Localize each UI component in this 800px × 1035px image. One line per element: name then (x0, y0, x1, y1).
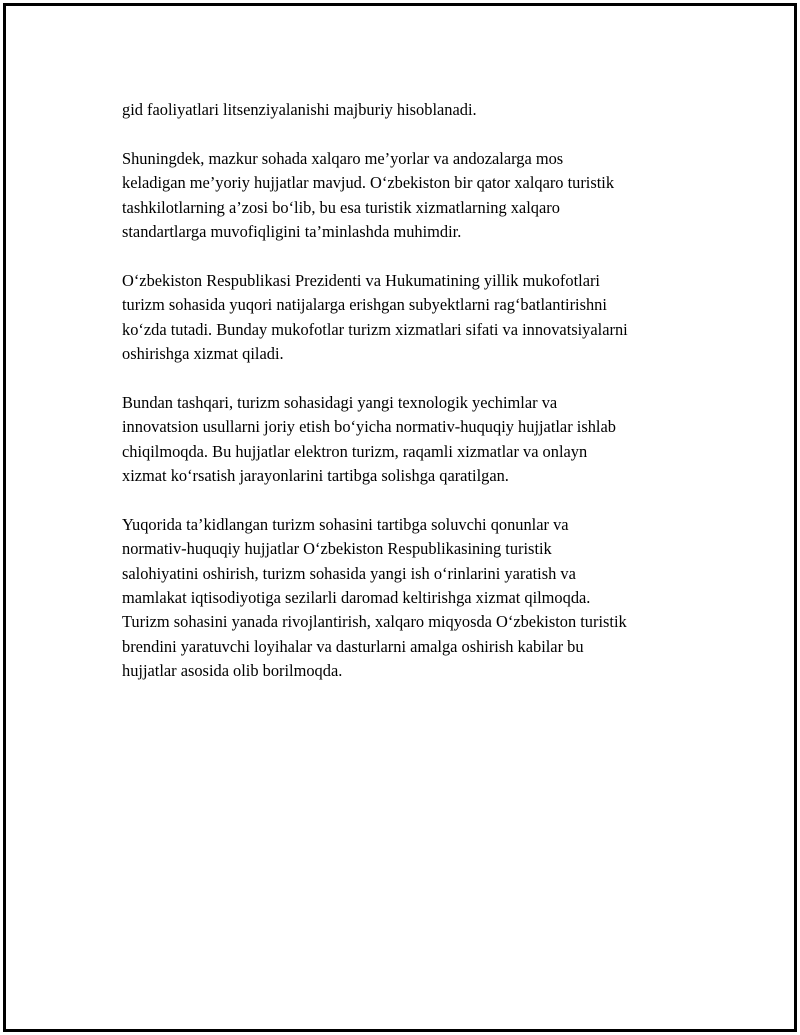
text-line: Bundan tashqari, turizm sohasidagi yangi texnologik yechimlar va (122, 392, 558, 412)
paragraph-2 (122, 147, 722, 245)
text-line: chiqilmoqda. Bu hujjatlar elektron turizm, raqamli xizmatlar va onlayn (122, 441, 588, 461)
paragraph-5 (122, 513, 722, 684)
text-line: ko‘zda tutadi. Bunday mukofotlar turizm xizmatlari sifati va innovatsiyalarni (122, 319, 628, 339)
text-line: Turizm sohasini yanada rivojlantirish, xalqaro miqyosda O‘zbekiston turistik (122, 612, 627, 632)
document-page (3, 3, 797, 1032)
paragraph-4 (122, 391, 722, 489)
text-line: keladigan me’yoriy hujjatlar mavjud. O‘zbekiston bir qator xalqaro turistik (122, 173, 615, 193)
page-body-text (122, 98, 722, 708)
text-line: brendini yaratuvchi loyihalar va dasturlarni amalga oshirish kabilar bu (122, 636, 584, 656)
text-line: standartlarga muvofiqligini ta’minlashda muhimdir. (122, 222, 462, 242)
text-line: xizmat ko‘rsatish jarayonlarini tartibga solishga qaratilgan. (122, 466, 509, 486)
text-line: oshirishga xizmat qiladi. (122, 344, 284, 364)
paragraph-1 (122, 98, 722, 122)
text-line: normativ-huquqiy hujjatlar O‘zbekiston Respublikasining turistik (122, 539, 552, 559)
paragraph-3 (122, 269, 722, 367)
text-line: Yuqorida ta’kidlangan turizm sohasini tartibga soluvchi qonunlar va (122, 514, 569, 534)
text-line: innovatsion usullarni joriy etish bo‘yicha normativ-huquqiy hujjatlar ishlab (122, 417, 616, 437)
text-line: salohiyatini oshirish, turizm sohasida yangi ish o‘rinlarini yaratish va (122, 563, 576, 583)
text-line: turizm sohasida yuqori natijalarga erishgan subyektlarni rag‘batlantirishni (122, 295, 607, 315)
text-line: O‘zbekiston Respublikasi Prezidenti va Hukumatining yillik mukofotlari (122, 270, 600, 290)
text-line: mamlakat iqtisodiyotiga sezilarli daromad keltirishga xizmat qilmoqda. (122, 588, 591, 608)
text-line: hujjatlar asosida olib borilmoqda. (122, 661, 343, 681)
text-line: Shuningdek, mazkur sohada xalqaro me’yorlar va andozalarga mos (122, 148, 564, 168)
text-line: gid faoliyatlari litsenziyalanishi majburiy hisoblanadi. (122, 100, 477, 119)
text-line: tashkilotlarning a’zosi bo‘lib, bu esa turistik xizmatlarning xalqaro (122, 197, 560, 217)
